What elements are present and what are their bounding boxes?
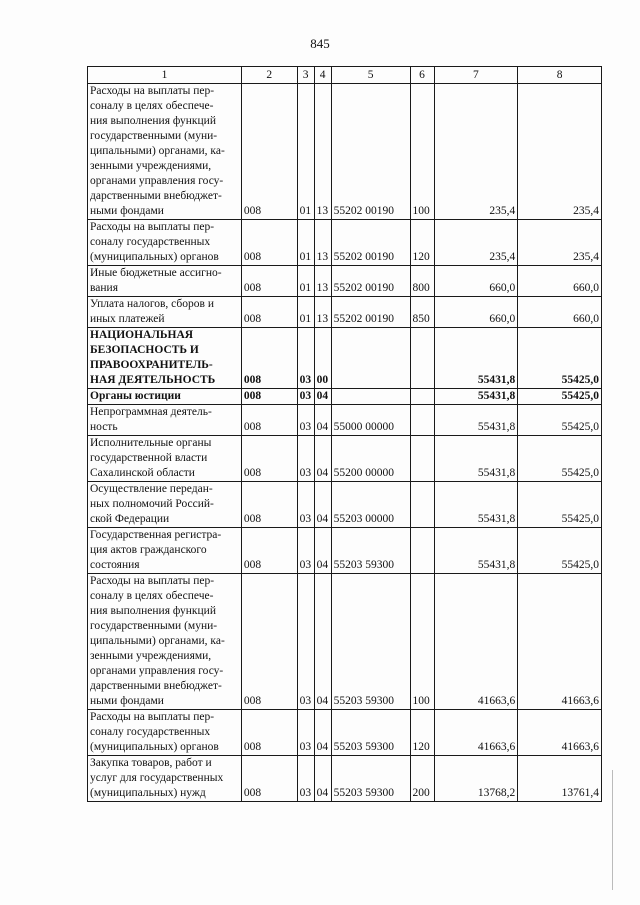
budget-table	[87, 66, 602, 802]
description-line: НАЦИОНАЛЬНАЯ	[90, 329, 194, 341]
description-line: ципальными) органами, ка-	[90, 145, 225, 157]
amount-year-2: 55425,0	[518, 528, 602, 574]
row-description	[88, 220, 242, 266]
table-row	[88, 328, 602, 389]
description-line: Расходы на выплаты пер-	[90, 711, 215, 723]
table-row	[88, 84, 602, 220]
row-description	[88, 297, 242, 328]
row-description	[88, 328, 242, 389]
description-line: ния выполнения функций	[90, 115, 216, 127]
subsection-code: 04	[314, 710, 331, 756]
target-article-code: 55202 00190	[331, 84, 410, 220]
amount-year-1: 41663,6	[434, 574, 518, 710]
description-line: (муниципальных) органов	[90, 741, 219, 753]
page-number: 845	[310, 36, 330, 51]
amount-year-1: 55431,8	[434, 528, 518, 574]
amount-year-1: 55431,8	[434, 389, 518, 405]
amount-year-2: 660,0	[518, 266, 602, 297]
header-cell: 7	[434, 67, 518, 84]
department-code: 008	[241, 710, 297, 756]
expense-type-code	[410, 389, 434, 405]
description-line: зенными учреждениями,	[90, 650, 212, 662]
department-code: 008	[241, 220, 297, 266]
row-description	[88, 574, 242, 710]
section-code: 03	[297, 482, 314, 528]
table-row	[88, 389, 602, 405]
header-cell: 2	[241, 67, 297, 84]
amount-year-1: 660,0	[434, 297, 518, 328]
table-row	[88, 710, 602, 756]
description-line: НАЯ ДЕЯТЕЛЬНОСТЬ	[90, 374, 216, 386]
department-code: 008	[241, 405, 297, 436]
description-line: (муниципальных) нужд	[90, 787, 206, 799]
description-line: Государственная регистра-	[90, 529, 222, 541]
department-code: 008	[241, 266, 297, 297]
amount-year-1: 41663,6	[434, 710, 518, 756]
amount-year-2: 55425,0	[518, 405, 602, 436]
subsection-code: 13	[314, 297, 331, 328]
amount-year-1: 55431,8	[434, 436, 518, 482]
description-line: зенными учреждениями,	[90, 160, 212, 172]
section-code: 03	[297, 405, 314, 436]
target-article-code: 55203 59300	[331, 756, 410, 802]
amount-year-2: 41663,6	[518, 710, 602, 756]
amount-year-1: 235,4	[434, 84, 518, 220]
amount-year-2: 235,4	[518, 220, 602, 266]
table-row	[88, 405, 602, 436]
description-line: государственными (муни-	[90, 130, 218, 142]
description-line: Расходы на выплаты пер-	[90, 85, 215, 97]
amount-year-1: 55431,8	[434, 405, 518, 436]
department-code: 008	[241, 297, 297, 328]
section-code: 03	[297, 574, 314, 710]
header-cell: 8	[518, 67, 602, 84]
description-line: соналу в целях обеспече-	[90, 100, 214, 112]
expense-type-code: 200	[410, 756, 434, 802]
expense-type-code	[410, 528, 434, 574]
expense-type-code	[410, 405, 434, 436]
section-code: 01	[297, 84, 314, 220]
header-cell: 5	[331, 67, 410, 84]
description-line: Уплата налогов, сборов и	[90, 298, 214, 310]
description-line: Органы юстиции	[90, 390, 181, 402]
description-line: ными фондами	[90, 695, 164, 707]
description-line: Осуществление передан-	[90, 483, 213, 495]
table-row	[88, 756, 602, 802]
expense-type-code: 120	[410, 220, 434, 266]
department-code: 008	[241, 436, 297, 482]
row-description	[88, 389, 242, 405]
header-cell: 3	[297, 67, 314, 84]
section-code: 03	[297, 710, 314, 756]
description-line: органами управления госу-	[90, 175, 224, 187]
section-code: 03	[297, 756, 314, 802]
target-article-code	[331, 328, 410, 389]
target-article-code: 55203 00000	[331, 482, 410, 528]
row-description	[88, 710, 242, 756]
description-line: ных полномочий Россий-	[90, 498, 214, 510]
header-cell: 1	[88, 67, 242, 84]
target-article-code: 55202 00190	[331, 220, 410, 266]
section-code: 03	[297, 528, 314, 574]
target-article-code: 55202 00190	[331, 297, 410, 328]
description-line: иных платежей	[90, 313, 165, 325]
row-description	[88, 84, 242, 220]
expense-type-code: 120	[410, 710, 434, 756]
description-line: ния выполнения функций	[90, 605, 216, 617]
subsection-code: 04	[314, 389, 331, 405]
subsection-code: 13	[314, 266, 331, 297]
subsection-code: 13	[314, 84, 331, 220]
description-line: дарственными внебюджет-	[90, 190, 222, 202]
department-code: 008	[241, 528, 297, 574]
description-line: ципальными) органами, ка-	[90, 635, 225, 647]
description-line: Закупка товаров, работ и	[90, 757, 212, 769]
expense-type-code: 850	[410, 297, 434, 328]
description-line: Сахалинской области	[90, 467, 195, 479]
expense-type-code: 100	[410, 574, 434, 710]
amount-year-2: 55425,0	[518, 436, 602, 482]
description-line: Исполнительные органы	[90, 437, 212, 449]
row-description	[88, 482, 242, 528]
description-line: Расходы на выплаты пер-	[90, 221, 215, 233]
subsection-code: 13	[314, 220, 331, 266]
target-article-code: 55203 59300	[331, 528, 410, 574]
target-article-code: 55200 00000	[331, 436, 410, 482]
description-line: (муниципальных) органов	[90, 251, 219, 263]
subsection-code: 04	[314, 528, 331, 574]
description-line: органами управления госу-	[90, 665, 224, 677]
department-code: 008	[241, 756, 297, 802]
description-line: государственной власти	[90, 452, 208, 464]
expense-type-code: 800	[410, 266, 434, 297]
section-code: 01	[297, 297, 314, 328]
row-description	[88, 528, 242, 574]
description-line: Непрограммная деятель-	[90, 406, 212, 418]
amount-year-2: 235,4	[518, 84, 602, 220]
section-code: 03	[297, 436, 314, 482]
expense-type-code: 100	[410, 84, 434, 220]
amount-year-2: 660,0	[518, 297, 602, 328]
amount-year-1: 235,4	[434, 220, 518, 266]
row-description	[88, 436, 242, 482]
amount-year-2: 55425,0	[518, 389, 602, 405]
subsection-code: 04	[314, 436, 331, 482]
description-line: Расходы на выплаты пер-	[90, 575, 215, 587]
subsection-code: 04	[314, 482, 331, 528]
header-cell: 6	[410, 67, 434, 84]
department-code: 008	[241, 84, 297, 220]
amount-year-1: 660,0	[434, 266, 518, 297]
department-code: 008	[241, 328, 297, 389]
row-description	[88, 405, 242, 436]
expense-type-code	[410, 328, 434, 389]
description-line: ными фондами	[90, 205, 164, 217]
description-line: соналу государственных	[90, 726, 211, 738]
table-row	[88, 297, 602, 328]
section-code: 01	[297, 266, 314, 297]
target-article-code: 55000 00000	[331, 405, 410, 436]
department-code: 008	[241, 482, 297, 528]
table-row	[88, 574, 602, 710]
header-row	[88, 67, 602, 84]
row-description	[88, 756, 242, 802]
target-article-code	[331, 389, 410, 405]
description-line: ность	[90, 421, 118, 433]
expense-type-code	[410, 436, 434, 482]
target-article-code: 55203 59300	[331, 574, 410, 710]
amount-year-1: 55431,8	[434, 482, 518, 528]
description-line: ской Федерации	[90, 513, 170, 525]
table-row	[88, 266, 602, 297]
description-line: состояния	[90, 559, 140, 571]
section-code: 03	[297, 328, 314, 389]
row-description	[88, 266, 242, 297]
expense-type-code	[410, 482, 434, 528]
description-line: БЕЗОПАСНОСТЬ И	[90, 344, 199, 356]
section-code: 01	[297, 220, 314, 266]
amount-year-1: 13768,2	[434, 756, 518, 802]
department-code: 008	[241, 389, 297, 405]
description-line: вания	[90, 282, 118, 294]
section-code: 03	[297, 389, 314, 405]
description-line: ция актов гражданского	[90, 544, 207, 556]
table-row	[88, 220, 602, 266]
subsection-code: 00	[314, 328, 331, 389]
table-row	[88, 528, 602, 574]
table-row	[88, 482, 602, 528]
description-line: дарственными внебюджет-	[90, 680, 222, 692]
target-article-code: 55203 59300	[331, 710, 410, 756]
subsection-code: 04	[314, 574, 331, 710]
description-line: соналу государственных	[90, 236, 211, 248]
description-line: государственными (муни-	[90, 620, 218, 632]
amount-year-2: 55425,0	[518, 328, 602, 389]
description-line: ПРАВООХРАНИТЕЛЬ-	[90, 359, 213, 371]
description-line: услуг для государственных	[90, 772, 224, 784]
description-line: Иные бюджетные ассигно-	[90, 267, 222, 279]
header-cell: 4	[314, 67, 331, 84]
amount-year-2: 55425,0	[518, 482, 602, 528]
amount-year-2: 13761,4	[518, 756, 602, 802]
table-row	[88, 436, 602, 482]
target-article-code: 55202 00190	[331, 266, 410, 297]
subsection-code: 04	[314, 756, 331, 802]
department-code: 008	[241, 574, 297, 710]
description-line: соналу в целях обеспече-	[90, 590, 214, 602]
subsection-code: 04	[314, 405, 331, 436]
scan-artifact-line	[612, 770, 613, 890]
amount-year-1: 55431,8	[434, 328, 518, 389]
amount-year-2: 41663,6	[518, 574, 602, 710]
